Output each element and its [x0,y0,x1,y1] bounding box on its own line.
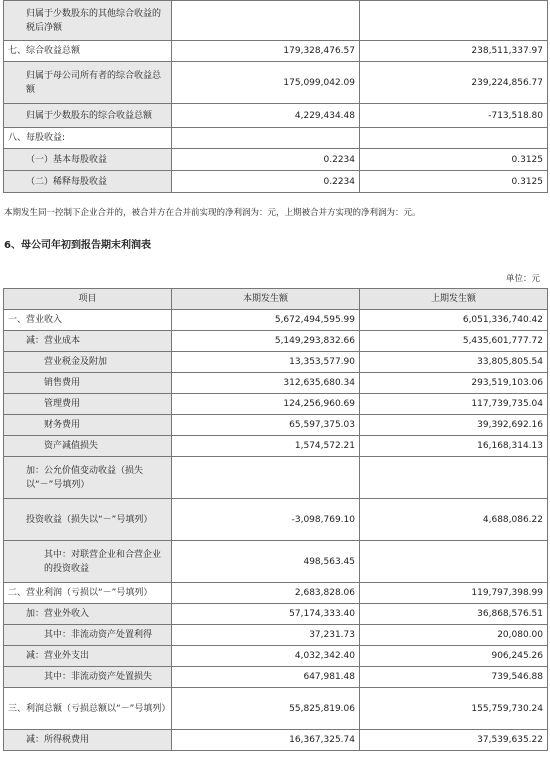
current-value: -3,098,769.10 [172,499,360,541]
table-row [4,457,548,499]
row-label: （一）基本每股收益 [4,149,172,171]
prior-value: 238,511,337.97 [360,41,548,62]
current-value: 37,231.73 [172,625,360,646]
row-label: 减：营业成本 [4,331,172,352]
prior-value: 906,245.26 [360,646,548,667]
current-value: 1,574,572.21 [172,436,360,457]
current-value: 5,149,293,832.66 [172,331,360,352]
table-row [4,310,548,331]
row-label: 其中：对联营企业和合营企业的投资收益 [4,541,172,583]
prior-value [360,457,548,499]
table-row [4,1,548,41]
prior-value: 16,168,314.13 [360,436,548,457]
table-row [4,415,548,436]
current-value [172,457,360,499]
prior-value: 5,435,601,777.72 [360,331,548,352]
table-row [4,730,548,751]
row-label: 二、营业利润（亏损以“－”号填列） [4,583,172,604]
income-statement-table [3,288,548,751]
prior-value [360,128,548,149]
header-item: 项目 [4,289,172,310]
table-row [4,646,548,667]
prior-value: 239,224,856.77 [360,62,548,104]
row-label: 三、利润总额（亏损总额以“－”号填列） [4,688,172,730]
prior-value: 0.3125 [360,149,548,171]
prior-value: 37,539,635.22 [360,730,548,751]
current-value: 65,597,375.03 [172,415,360,436]
current-value: 5,672,494,595.99 [172,310,360,331]
current-value: 2,683,828.06 [172,583,360,604]
table-row [4,41,548,62]
row-label: 七、综合收益总额 [4,41,172,62]
prior-value: 20,080.00 [360,625,548,646]
prior-value: 739,546.88 [360,667,548,688]
table-row [4,331,548,352]
prior-value: 39,392,692.16 [360,415,548,436]
unit-label: 单位：元 [505,274,540,284]
current-value: 179,328,476.57 [172,41,360,62]
prior-value [360,541,548,583]
table-row [4,436,548,457]
row-label: 管理费用 [4,394,172,415]
merger-note: 本期发生同一控制下企业合并的，被合并方在合并前实现的净利润为：元，上期被合并方实现的净利润为：元。 [4,208,421,218]
current-value: 13,353,577.90 [172,352,360,373]
prior-value: 155,759,730.24 [360,688,548,730]
current-value: 124,256,960.69 [172,394,360,415]
current-value: 0.2234 [172,171,360,193]
header-current: 本期发生额 [172,289,360,310]
row-label: 归属于母公司所有者的综合收益总额 [4,62,172,104]
row-label: 其中：非流动资产处置利得 [4,625,172,646]
current-value [172,128,360,149]
current-value: 312,635,680.34 [172,373,360,394]
table-row [4,688,548,730]
current-value: 16,367,325.74 [172,730,360,751]
row-label: 营业税金及附加 [4,352,172,373]
table-row [4,62,548,104]
row-label: 销售费用 [4,373,172,394]
table-row [4,352,548,373]
table-row [4,625,548,646]
prior-value: 0.3125 [360,171,548,193]
table-header [4,289,548,310]
current-value: 175,099,042.09 [172,62,360,104]
prior-value: 36,868,576.51 [360,604,548,625]
table-row [4,171,548,193]
table-row [4,394,548,415]
prior-value: 6,051,336,740.42 [360,310,548,331]
header-prior: 上期发生额 [360,289,548,310]
table-row [4,128,548,149]
table-row [4,373,548,394]
current-value: 498,563.45 [172,541,360,583]
prior-value: 117,739,735.04 [360,394,548,415]
row-label: （二）稀释每股收益 [4,171,172,193]
prior-value: 4,688,086.22 [360,499,548,541]
current-value: 57,174,333.40 [172,604,360,625]
section-title: 6、母公司年初到报告期末利润表 [4,240,151,251]
prior-value: 33,805,805.54 [360,352,548,373]
table-row [4,604,548,625]
row-label: 投资收益（损失以“－”号填列） [4,499,172,541]
row-label: 八、每股收益: [4,128,172,149]
table-row [4,541,548,583]
current-value: 4,032,342.40 [172,646,360,667]
top-table [3,0,548,193]
current-value: 55,825,819.06 [172,688,360,730]
row-label: 减：所得税费用 [4,730,172,751]
prior-value [360,1,548,41]
row-label: 减：营业外支出 [4,646,172,667]
current-value [172,1,360,41]
row-label: 加：营业外收入 [4,604,172,625]
row-label: 资产减值损失 [4,436,172,457]
prior-value: -713,518.80 [360,104,548,128]
table-row [4,667,548,688]
prior-value: 293,519,103.06 [360,373,548,394]
table-row [4,149,548,171]
row-label: 其中：非流动资产处置损失 [4,667,172,688]
row-label: 财务费用 [4,415,172,436]
row-label: 加：公允价值变动收益（损失以“－”号填列） [4,457,172,499]
row-label: 归属于少数股东的其他综合收益的税后净额 [4,1,172,41]
current-value: 647,981.48 [172,667,360,688]
table-row [4,583,548,604]
current-value: 0.2234 [172,149,360,171]
prior-value: 119,797,398.99 [360,583,548,604]
row-label: 归属于少数股东的综合收益总额 [4,104,172,128]
table-row [4,104,548,128]
table-row [4,499,548,541]
row-label: 一、营业收入 [4,310,172,331]
current-value: 4,229,434.48 [172,104,360,128]
